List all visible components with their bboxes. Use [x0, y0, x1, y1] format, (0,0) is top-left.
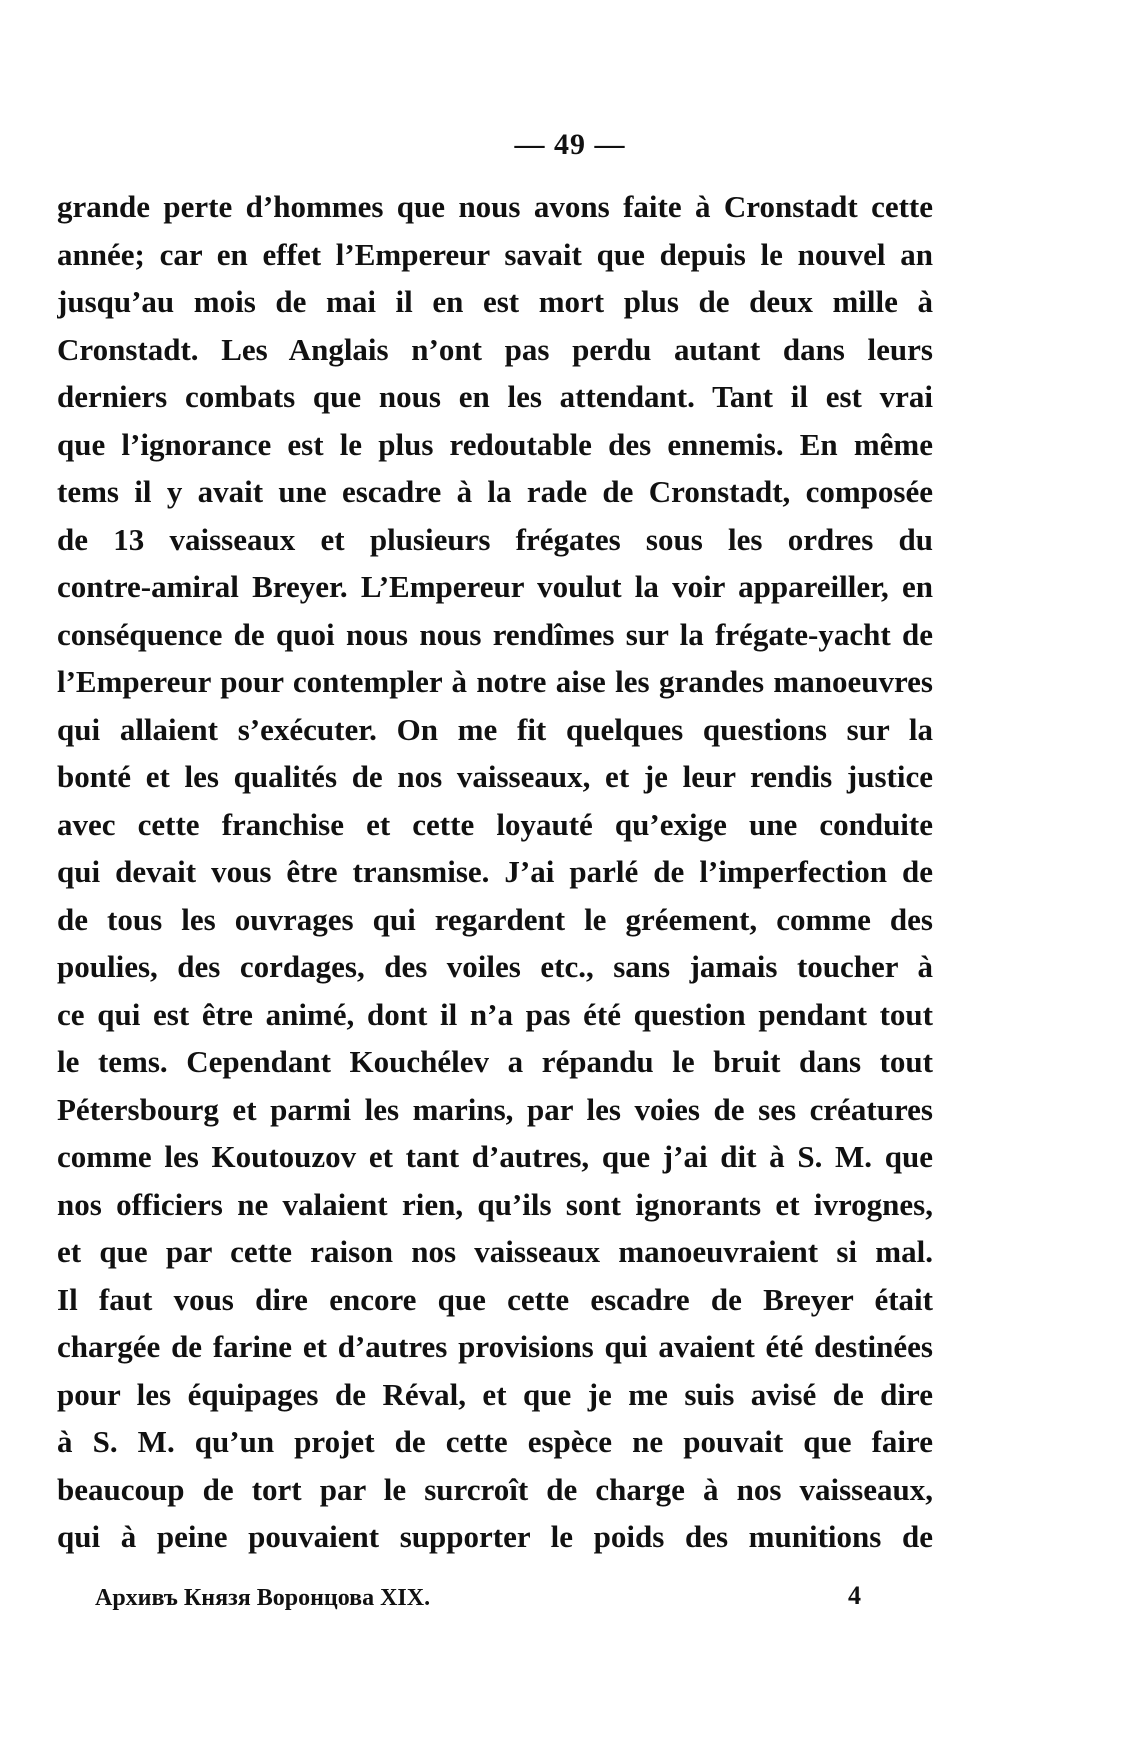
text-line: Pétersbourg et parmi les marins, par les voies de ses créatures	[57, 1091, 933, 1127]
text-line: derniers combats que nous en les attendant. Tant il est vrai	[57, 379, 933, 414]
text-line: à S. M. qu’un projet de cette espèce ne pouvait que faire	[57, 1424, 933, 1459]
page-number: — 49 —	[514, 128, 626, 161]
sheet-number: 4	[848, 1581, 861, 1610]
text-line: ce qui est être animé, dont il n’a pas été question pendant tout	[57, 996, 933, 1032]
text-line: grande perte d’hommes que nous avons faite à Cronstadt cette	[57, 189, 933, 224]
text-line: comme les Koutouzov et tant d’autres, que j’ai dit à S. M. que	[57, 1139, 933, 1174]
text-line: l’Empereur pour contempler à notre aise les grandes manoeuvres	[57, 664, 933, 699]
text-line: conséquence de quoi nous nous rendîmes sur la frégate-yacht de	[57, 616, 933, 652]
text-line: contre-amiral Breyer. L’Empereur voulut la voir appareiller, en	[57, 569, 933, 604]
text-line: poulies, des cordages, des voiles etc., sans jamais toucher à	[57, 949, 933, 984]
text-line: bonté et les qualités de nos vaisseaux, et je leur rendis justice	[57, 759, 933, 794]
text-line: tems il y avait une escadre à la rade de Cronstadt, composée	[57, 474, 933, 509]
text-line: chargée de farine et d’autres provisions qui avaient été destinées	[57, 1329, 933, 1364]
text-line: le tems. Cependant Kouchélev a répandu le bruit dans tout	[57, 1044, 933, 1079]
text-line: jusqu’au mois de mai il en est mort plus de deux mille à	[57, 284, 933, 319]
text-line: Il faut vous dire encore que cette escadre de Breyer était	[57, 1281, 933, 1317]
text-line: Cronstadt. Les Anglais n’ont pas perdu autant dans leurs	[57, 331, 933, 367]
text-line: que l’ignorance est le plus redoutable des ennemis. En même	[57, 426, 933, 462]
text-line: avec cette franchise et cette loyauté qu’exige une conduite	[57, 806, 933, 842]
text-line: qui allaient s’exécuter. On me fit quelques questions sur la	[57, 711, 933, 747]
text-line: année; car en effet l’Empereur savait que depuis le nouvel an	[57, 236, 933, 272]
text-line: pour les équipages de Réval, et que je me suis avisé de dire	[57, 1376, 933, 1412]
text-line: de tous les ouvrages qui regardent le gréement, comme des	[57, 901, 933, 937]
text-line: qui à peine pouvaient supporter le poids des munitions de	[57, 1519, 933, 1554]
text-line: beaucoup de tort par le surcroît de charge à nos vaisseaux,	[57, 1471, 933, 1507]
body-text	[57, 183, 933, 1561]
text-line: nos officiers ne valaient rien, qu’ils sont ignorants et ivrognes,	[57, 1186, 933, 1222]
text-line: qui devait vous être transmise. J’ai parlé de l’imperfection de	[57, 854, 933, 889]
text-line: et que par cette raison nos vaisseaux manoeuvraient si mal.	[57, 1234, 933, 1269]
text-line: de 13 vaisseaux et plusieurs frégates sous les ordres du	[57, 521, 933, 557]
footer-signature: Архивъ Князя Воронцова XIX.	[95, 1585, 431, 1611]
